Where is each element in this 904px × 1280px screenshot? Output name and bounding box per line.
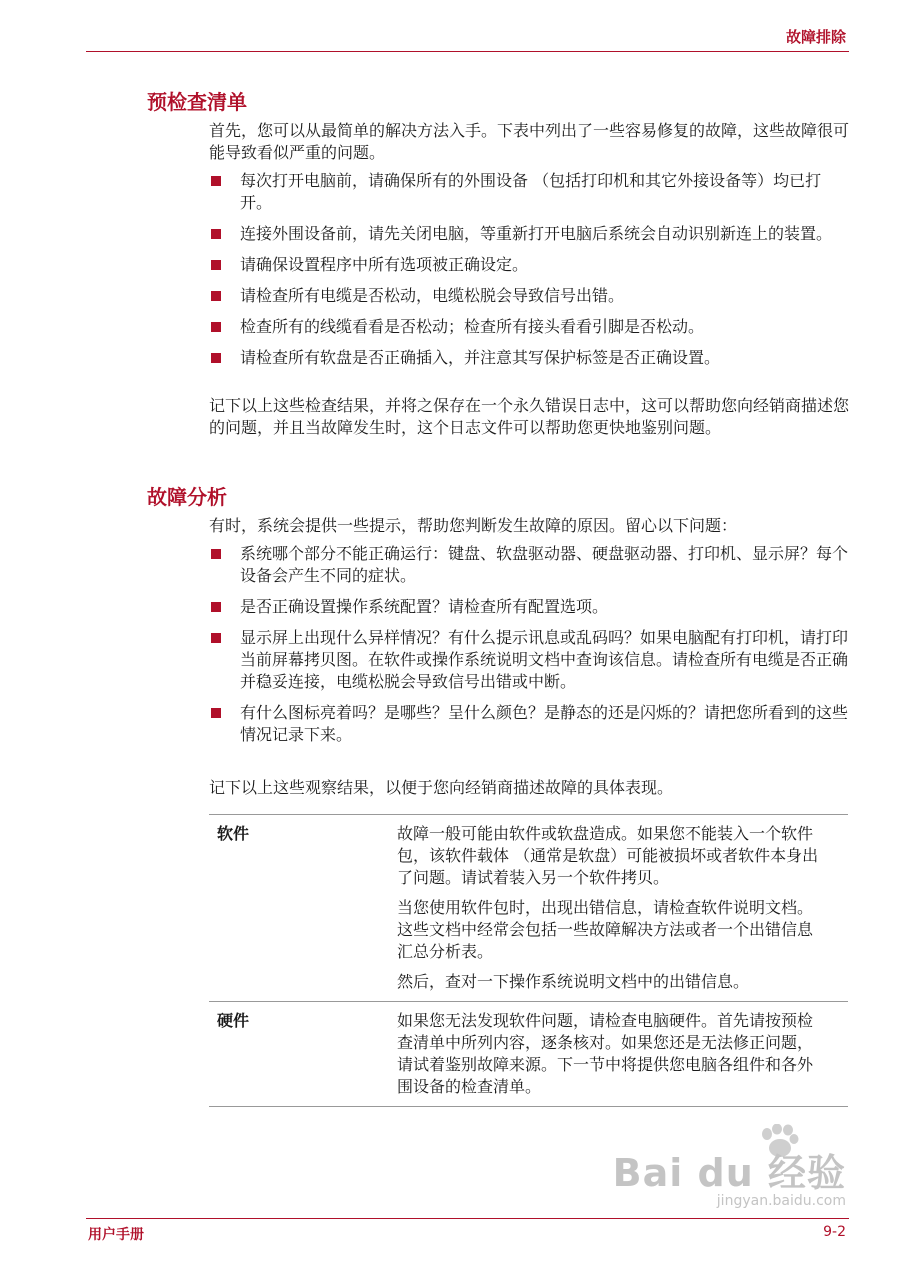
list-item: 是否正确设置操作系统配置？请检查所有配置选项。: [209, 596, 849, 618]
watermark-url: jingyan.baidu.com: [716, 1193, 846, 1209]
table-row-label: 硬件: [217, 1011, 250, 1030]
header-divider: [86, 51, 849, 52]
list-item: 请检查所有软盘是否正确插入，并注意其写保护标签是否正确设置。: [209, 347, 849, 369]
section-heading-precheck: 预检查清单: [147, 90, 247, 114]
analysis-intro: 有时，系统会提供一些提示，帮助您判断发生故障的原因。留心以下问题：: [209, 516, 738, 535]
table-row: [209, 1001, 848, 1107]
precheck-list: [209, 170, 849, 378]
watermark: [613, 1142, 846, 1209]
precheck-outro: 记下以上这些检查结果，并将之保存在一个永久错误日志中，这可以帮助您向经销商描述您的问题，并且当故障发生时，这个日志文件可以帮助您更快地鉴别问题。: [209, 396, 850, 437]
bullet-square-icon: [211, 549, 221, 559]
table-row-label: 软件: [217, 824, 250, 843]
list-item: 请确保设置程序中所有选项被正确设定。: [209, 254, 849, 276]
watermark-brand: Bai du 经验: [612, 1151, 846, 1195]
footer-divider: [86, 1218, 849, 1219]
precheck-intro: 首先，您可以从最简单的解决方法入手。下表中列出了一些容易修复的故障，这些故障很可能导致看似严重的问题。: [209, 121, 850, 162]
bullet-square-icon: [211, 229, 221, 239]
bullet-square-icon: [211, 291, 221, 301]
list-item: 有什么图标亮着吗？是哪些？呈什么颜色？是静态的还是闪烁的？请把您所看到的这些情况记录下来。: [209, 702, 849, 746]
table-paragraph: 如果您无法发现软件问题，请检查电脑硬件。首先请按预检查清单中所列内容，逐条核对。如果您还是无法修正问题，请试着鉴别故障来源。下一节中将提供您电脑各组件和各外围设备的检查清单。: [397, 1011, 814, 1096]
bullet-square-icon: [211, 322, 221, 332]
list-item: 检查所有的线缆看看是否松动；检查所有接头看看引脚是否松动。: [209, 316, 849, 338]
analysis-list: [209, 543, 849, 755]
table-row: [209, 814, 848, 1001]
bullet-square-icon: [211, 176, 221, 186]
table-paragraph: 当您使用软件包时，出现出错信息，请检查软件说明文档。这些文档中经常会包括一些故障解决方法或者一个出错信息汇总分析表。: [397, 898, 814, 961]
list-item: 连接外围设备前，请先关闭电脑，等重新打开电脑后系统会自动识别新连上的装置。: [209, 223, 849, 245]
table-paragraph: 故障一般可能由软件或软盘造成。如果您不能装入一个软件包，该软件载体 （通常是软盘）可能被损坏或者软件本身出了问题。请试着装入另一个软件拷贝。: [397, 824, 819, 887]
list-item: 系统哪个部分不能正确运行：键盘、软盘驱动器、硬盘驱动器、打印机、显示屏？每个设备会产生不同的症状。: [209, 543, 849, 587]
table-paragraph: 然后，查对一下操作系统说明文档中的出错信息。: [397, 972, 750, 991]
list-item: 显示屏上出现什么异样情况？有什么提示讯息或乱码吗？如果电脑配有打印机，请打印当前屏幕拷贝图。在软件或操作系统说明文档中查询该信息。请检查所有电缆是否正确并稳妥连接，电缆松脱会导致信号出错或中断。: [209, 627, 849, 693]
table-row-content: [397, 823, 848, 993]
bullet-square-icon: [211, 260, 221, 270]
analysis-outro: 记下以上这些观察结果，以便于您向经销商描述故障的具体表现。: [209, 778, 674, 797]
footer-manual-title: 用户手册: [88, 1227, 144, 1243]
bullet-square-icon: [211, 353, 221, 363]
page-number: 9-2: [823, 1224, 846, 1240]
list-item: 每次打开电脑前，请确保所有的外围设备 （包括打印机和其它外接设备等）均已打开。: [209, 170, 849, 214]
table-row-content: [397, 1010, 848, 1098]
section-heading-analysis: 故障分析: [147, 485, 227, 509]
bullet-square-icon: [211, 708, 221, 718]
bullet-square-icon: [211, 633, 221, 643]
running-header-title: 故障排除: [785, 28, 846, 46]
diagnosis-table: [209, 814, 848, 1107]
bullet-square-icon: [211, 602, 221, 612]
list-item: 请检查所有电缆是否松动，电缆松脱会导致信号出错。: [209, 285, 849, 307]
